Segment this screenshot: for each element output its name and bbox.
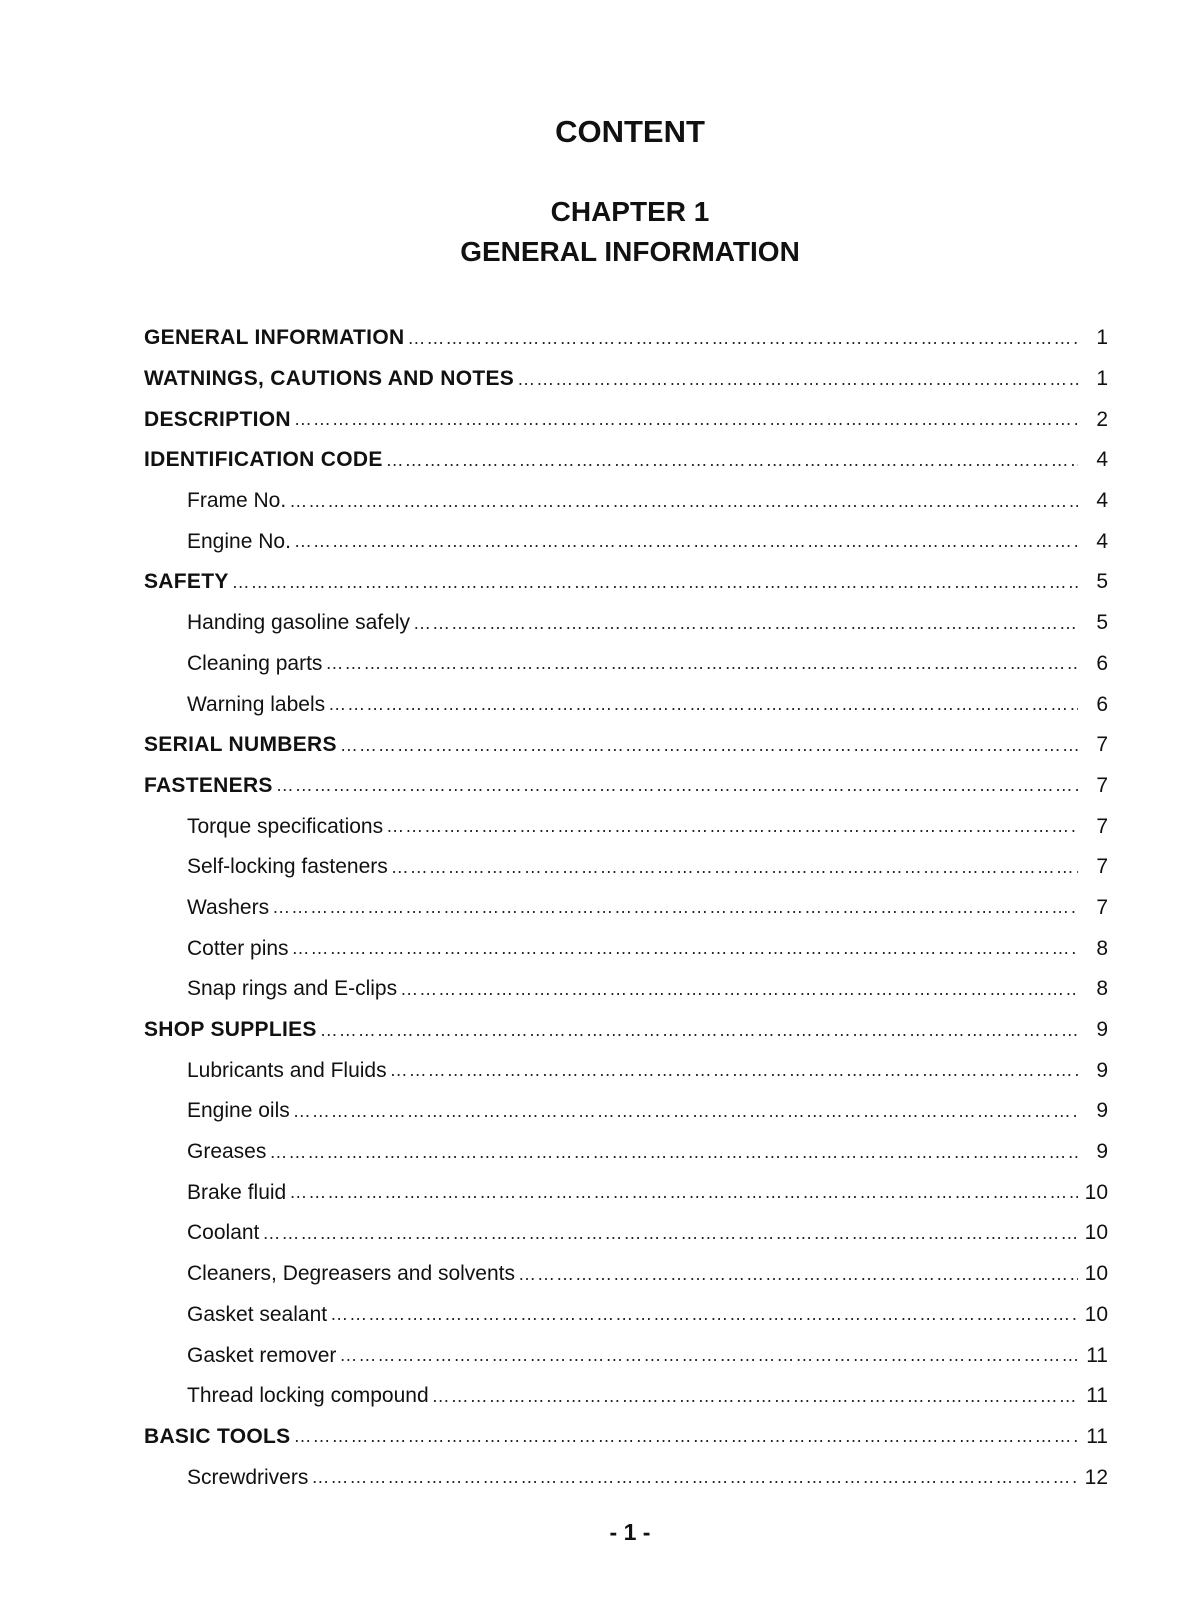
toc-entry-label: Torque specifications (187, 814, 384, 838)
toc-entry-label: Cotter pins (187, 936, 289, 960)
toc-entry-label: Cleaners, Degreasers and solvents (187, 1262, 516, 1286)
toc-entry-label: WATNINGS, CAUTIONS AND NOTES (144, 367, 515, 391)
page-number: - 1 - (609, 1519, 651, 1545)
toc-entry-page: 9 (1096, 1140, 1108, 1164)
toc-entry-label: GENERAL INFORMATION (144, 326, 405, 350)
toc-entry-page: 7 (1096, 773, 1108, 797)
toc-entry-page: 2 (1096, 407, 1108, 431)
dot-leader (386, 450, 1078, 471)
toc-entry-label: Frame No. (187, 489, 287, 513)
toc-entry-label: Engine No. (187, 529, 291, 553)
toc-subentry[interactable] (144, 969, 1108, 1010)
toc-entry-label: Lubricants and Fluids (187, 1058, 387, 1082)
toc-subentry[interactable] (144, 1254, 1108, 1295)
toc-entry-page: 9 (1096, 1058, 1108, 1082)
toc-entry[interactable] (144, 725, 1108, 766)
chapter-title: GENERAL INFORMATION (460, 236, 800, 267)
dot-leader (400, 979, 1078, 1000)
toc-entry[interactable] (144, 359, 1108, 400)
toc-entry[interactable] (144, 562, 1108, 603)
toc-entry-page: 7 (1096, 733, 1108, 757)
dot-leader (432, 1386, 1078, 1407)
toc-entry-page: 10 (1084, 1180, 1108, 1204)
toc-entry-label: Washers (187, 895, 270, 919)
toc-subentry[interactable] (144, 644, 1108, 685)
toc-entry-label: Screwdrivers (187, 1465, 309, 1489)
toc-entry-page: 4 (1096, 529, 1108, 553)
toc-entry-label: Handing gasoline safely (187, 611, 410, 635)
toc-entry-label: Cleaning parts (187, 651, 323, 675)
toc-entry-page: 10 (1084, 1302, 1108, 1326)
dot-leader (294, 531, 1078, 552)
toc-entry-page: 6 (1096, 692, 1108, 716)
toc-entry[interactable] (144, 318, 1108, 359)
dot-leader (289, 491, 1078, 512)
toc-entry-label: Snap rings and E-clips (187, 977, 398, 1001)
toc-entry-page: 10 (1084, 1221, 1108, 1245)
toc-entry-label: FASTENERS (144, 773, 273, 797)
toc-entry-page: 4 (1096, 489, 1108, 513)
toc-entry-label: Coolant (187, 1221, 260, 1245)
toc-entry[interactable] (144, 399, 1108, 440)
toc-entry-label: Engine oils (187, 1099, 290, 1123)
toc-subentry[interactable] (144, 1457, 1108, 1498)
toc-entry-label: Self-locking fasteners (187, 855, 388, 879)
toc-entry-label: Gasket remover (187, 1343, 337, 1367)
document-title: CONTENT (555, 114, 705, 149)
toc-entry-label: SAFETY (144, 570, 229, 594)
toc-entry-label: DESCRIPTION (144, 407, 291, 431)
toc-subentry[interactable] (144, 603, 1108, 644)
chapter-number: CHAPTER 1 (550, 196, 710, 227)
toc-subentry[interactable] (144, 1335, 1108, 1376)
toc-subentry[interactable] (144, 1213, 1108, 1254)
toc-entry-page: 1 (1096, 367, 1108, 391)
dot-leader (407, 328, 1078, 349)
toc-entry-page: 11 (1086, 1424, 1108, 1448)
toc-subentry[interactable] (144, 1050, 1108, 1091)
dot-leader (518, 1264, 1078, 1285)
dot-leader (293, 1101, 1078, 1122)
dot-leader (320, 1020, 1078, 1041)
toc-subentry[interactable] (144, 928, 1108, 969)
toc-subentry[interactable] (144, 847, 1108, 888)
toc-entry-label: SHOP SUPPLIES (144, 1018, 317, 1042)
toc-entry-page: 7 (1096, 814, 1108, 838)
toc-subentry[interactable] (144, 806, 1108, 847)
toc-entry[interactable] (144, 440, 1108, 481)
dot-leader (294, 409, 1078, 430)
table-of-contents (144, 318, 1108, 1498)
dot-leader (289, 1182, 1078, 1203)
dot-leader (386, 816, 1078, 837)
toc-subentry[interactable] (144, 1091, 1108, 1132)
toc-entry-page: 5 (1096, 611, 1108, 635)
toc-entry[interactable] (144, 766, 1108, 807)
toc-entry-label: IDENTIFICATION CODE (144, 448, 383, 472)
dot-leader (340, 735, 1078, 756)
toc-entry[interactable] (144, 1417, 1108, 1458)
toc-subentry[interactable] (144, 684, 1108, 725)
dot-leader (276, 775, 1078, 796)
toc-entry-page: 10 (1084, 1262, 1108, 1286)
toc-subentry[interactable] (144, 1132, 1108, 1173)
toc-entry[interactable] (144, 1010, 1108, 1051)
dot-leader (517, 369, 1078, 390)
toc-entry-page: 8 (1096, 977, 1108, 1001)
toc-entry-label: Gasket sealant (187, 1302, 328, 1326)
toc-entry-page: 4 (1096, 448, 1108, 472)
dot-leader (339, 1345, 1078, 1366)
toc-entry-page: 9 (1096, 1018, 1108, 1042)
toc-entry-label: BASIC TOOLS (144, 1424, 291, 1448)
dot-leader (293, 1426, 1078, 1447)
toc-entry-page: 11 (1086, 1384, 1108, 1408)
dot-leader (413, 613, 1078, 634)
toc-entry-page: 9 (1096, 1099, 1108, 1123)
toc-entry-label: SERIAL NUMBERS (144, 733, 337, 757)
toc-subentry[interactable] (144, 521, 1108, 562)
toc-entry-label: Thread locking compound (187, 1384, 429, 1408)
toc-subentry[interactable] (144, 1295, 1108, 1336)
dot-leader (325, 653, 1078, 674)
toc-entry-page: 11 (1086, 1343, 1108, 1367)
toc-entry-page: 5 (1096, 570, 1108, 594)
toc-entry-page: 1 (1096, 326, 1108, 350)
dot-leader (330, 1304, 1078, 1325)
dot-leader (311, 1467, 1078, 1488)
toc-entry-page: 8 (1096, 936, 1108, 960)
dot-leader (292, 938, 1078, 959)
toc-entry-page: 12 (1084, 1465, 1108, 1489)
dot-leader (269, 1142, 1078, 1163)
toc-subentry[interactable] (144, 1172, 1108, 1213)
dot-leader (390, 1060, 1078, 1081)
toc-subentry[interactable] (144, 888, 1108, 929)
dot-leader (328, 694, 1078, 715)
toc-subentry[interactable] (144, 1376, 1108, 1417)
toc-subentry[interactable] (144, 481, 1108, 522)
toc-entry-label: Brake fluid (187, 1180, 287, 1204)
toc-entry-page: 6 (1096, 651, 1108, 675)
toc-entry-page: 7 (1096, 895, 1108, 919)
dot-leader (272, 897, 1078, 918)
toc-entry-label: Warning labels (187, 692, 326, 716)
dot-leader (262, 1223, 1078, 1244)
toc-entry-page: 7 (1096, 855, 1108, 879)
dot-leader (232, 572, 1078, 593)
toc-entry-label: Greases (187, 1140, 267, 1164)
dot-leader (391, 857, 1078, 878)
